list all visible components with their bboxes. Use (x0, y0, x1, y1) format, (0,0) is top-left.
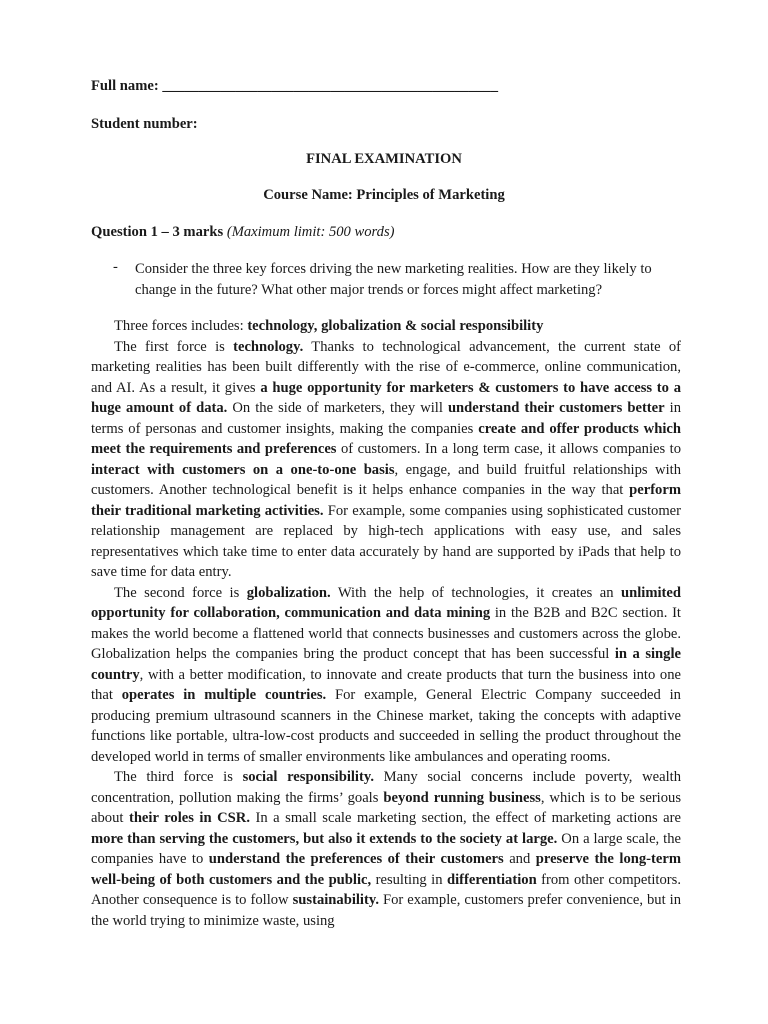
bold-run: perform their traditional marketing activities. (91, 482, 681, 519)
answer-paragraph-technology (91, 337, 681, 583)
text-run: For example, General Electric Company succeeded in producing premium ultrasound scanners in the Chinese market, taking the concepts with adaptive functions like portable, ultra-low-cost products and succeeded in selling the product throughout the developed world in terms of smaller environments like ambulances and operating rooms. (91, 687, 681, 765)
text-run: of customers. In a long term case, it allows companies to (336, 441, 682, 457)
full-name-row (91, 78, 498, 95)
bold-run: interact with customers on a one-to-one basis (91, 461, 395, 478)
answer-intro: Three forces includes: technology, globalization & social responsibility (114, 318, 544, 334)
text-run: The third force is (114, 769, 243, 785)
question-bullet: - (113, 259, 118, 275)
text-run: On the side of marketers, they will (227, 400, 448, 416)
text-run: , with a better modification, to innovate and create products that turn the business into one that (91, 666, 681, 703)
bold-run: beyond running business (383, 789, 541, 806)
full-name-blank: ______________________________________________ (162, 78, 499, 94)
bold-run: their roles in CSR. (128, 810, 250, 826)
bold-run: understand the preferences of their customers (208, 851, 504, 867)
text-run: in the B2B and B2C section. It makes the world become a flattened world that connects businesses and customers across the globe. Globalization helps the companies bring the product concept that has been successful (91, 605, 681, 662)
bold-run: sustainability. (292, 892, 379, 908)
text-run: In a small scale marketing section, the effect of marketing actions are (249, 810, 681, 826)
bold-run: technology. (233, 338, 304, 355)
question-heading (91, 224, 395, 241)
bold-run: preserve the long-term well-being of both customers and the public, (91, 851, 681, 888)
bold-run: social responsibility. (242, 769, 374, 785)
full-name-label: Full name: (91, 78, 159, 94)
text-run: , engage, and build fruitful relationships with customers. Another technological benefit is it helps enhance companies in the way that (91, 461, 681, 498)
bold-run: unlimited opportunity for collaboration, communication and data mining (91, 584, 681, 621)
bold-run: differentiation (446, 871, 537, 888)
bold-run: in a single country (91, 646, 681, 683)
text-run: The second force is (114, 584, 247, 601)
text-run: With the help of technologies, it creates an (330, 584, 621, 601)
text-run: For example, some companies using sophisticated customer relationship management are replaced by high-tech applications with easy use, and sales representatives which take time to enter data accurately by hand are supported by iPads that help to save time for data entry. (91, 502, 682, 580)
text-run: resulting in (371, 871, 447, 888)
answer-body (91, 316, 681, 931)
text-run: and (503, 851, 536, 867)
text-run: from other competitors. Another consequence is to follow (91, 871, 681, 908)
question-label: Question 1 – 3 marks (91, 224, 224, 240)
answer-paragraph-social-responsibility (91, 767, 681, 931)
bold-run: globalization. (246, 584, 331, 601)
bold-run: more than serving the customers, but also it extends to the society at large. (91, 830, 558, 847)
text-run: The first force is (114, 338, 234, 355)
exam-title: FINAL EXAMINATION (306, 151, 462, 167)
question-limit: (Maximum limit: 500 words) (226, 224, 395, 240)
answer-paragraph-globalization (91, 583, 681, 768)
bold-run: operates in multiple countries. (121, 687, 327, 703)
student-number-label: Student number: (91, 116, 198, 132)
text-run: in terms of personas and customer insights, making the companies (91, 400, 682, 437)
text-run: For example, customers prefer convenience, but in the world trying to minimize waste, using (91, 892, 681, 929)
question-prompt: Consider the three key forces driving the new marketing realities. How are they likely to change in the future? What other major trends or forces might affect marketing? (135, 261, 652, 298)
course-name: Course Name: Principles of Marketing (263, 187, 505, 203)
text-run: , which is to be serious about (91, 789, 682, 826)
bold-run: a huge opportunity for marketers & customers to have access to a huge amount of data. (91, 379, 681, 416)
bold-run: understand their customers better (447, 400, 665, 416)
bold-run: create and offer products which meet the requirements and preferences (91, 420, 681, 457)
text-run: Many social concerns include poverty, wealth concentration, pollution making the firms’ goals (91, 769, 681, 806)
text-run: On a large scale, the companies have to (91, 830, 681, 867)
text-run: Thanks to technological advancement, the current state of marketing realities has been built differently with the rise of e-commerce, online communication, and AI. As a result, it gives (91, 338, 681, 396)
